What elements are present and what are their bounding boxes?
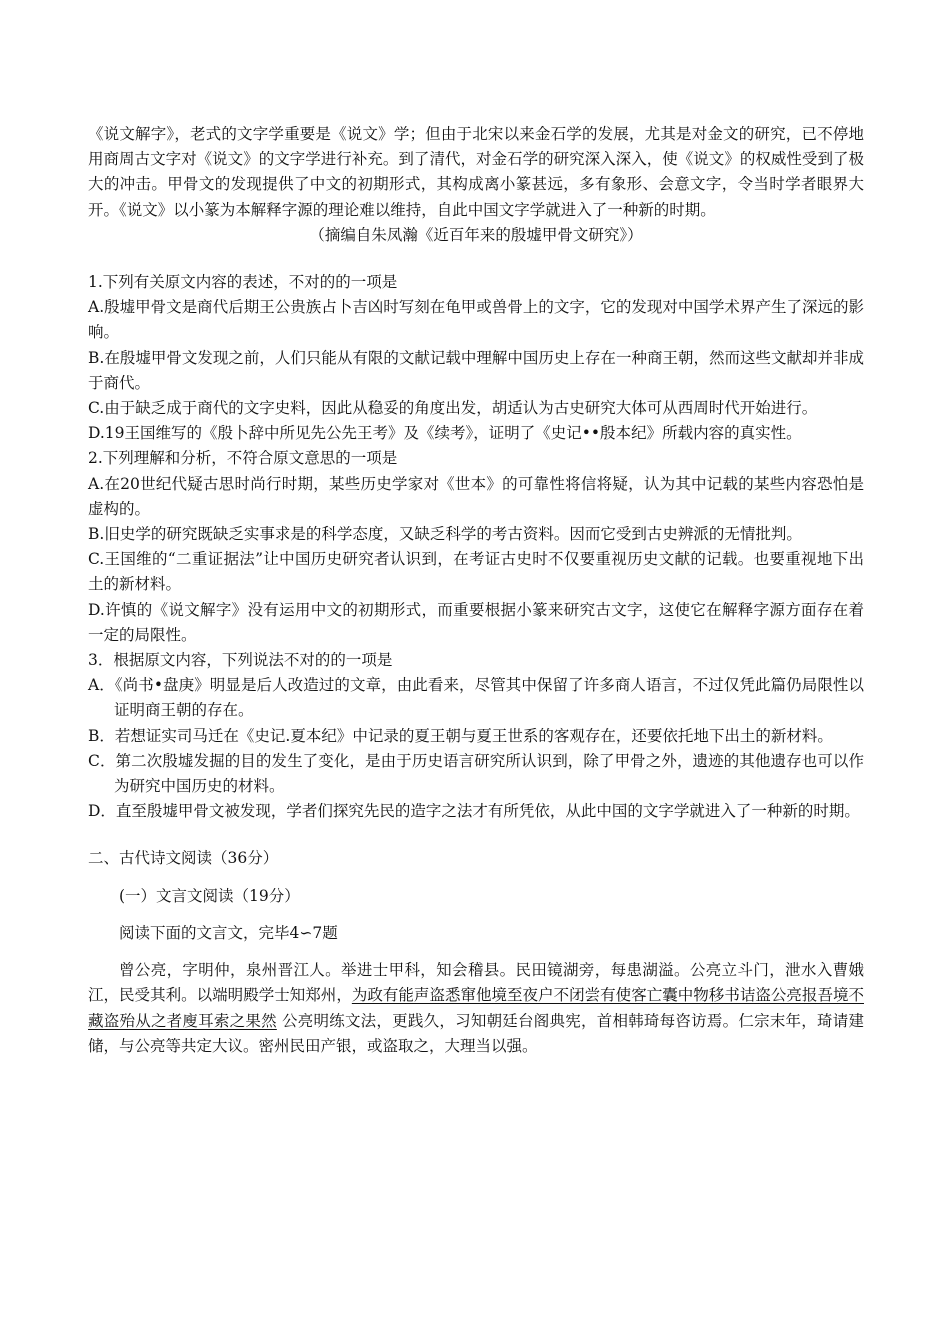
question-2	[88, 446, 864, 648]
classical-passage	[88, 958, 864, 1059]
passage-text: 曾公亮，字明仲，泉州晋江人。举进士甲科，知会稽县。民田镜湖旁，每患湖溢。公亮立斗门，泄水入曹娥江，民受其利。以端明殿学士知郑州，	[88, 961, 864, 1005]
intro-paragraph: 《说文解字》，老式的文字学重要是《说文》学；但由于北宋以来金石学的发展，尤其是对金文的研究，已不停地用商周古文字对《说文》的文字学进行补充。到了清代，对金石学的研究深入深入，使《说文》的权威性受到了极大的冲击。甲骨文的发现提供了中文的初期形式，其构成离小篆甚远，多有象形、会意文字，令当时学者眼界大开。《说文》以小篆为本解释字源的理论难以维持，自此中国文字学就进入了一种新的时期。	[88, 125, 864, 219]
option-d: D．直至殷墟甲骨文被发现，学者们探究先民的造字之法才有所凭依，从此中国的文字学就进入了一种新的时期。	[88, 802, 860, 821]
question-stem: 3．根据原文内容，下列说法不对的的一项是	[88, 651, 393, 670]
option-c: C.由于缺乏成于商代的文字史料，因此从稳妥的角度出发，胡适认为古史研究大体可从西周时代开始进行。	[88, 399, 818, 418]
option-c: C．第二次殷墟发掘的目的发生了变化，是由于历史语言研究所认识到，除了甲骨之外，遗迹的其他遗存也可以作为研究中国历史的材料。	[88, 751, 864, 796]
option-b: B.在殷墟甲骨文发现之前，人们只能从有限的文献记载中理解中国历史上存在一种商王朝，然而这些文献却并非成于商代。	[88, 348, 864, 392]
option-b: B.旧史学的研究既缺乏实事求是的科学态度，又缺乏科学的考古资料。因而它受到古史辨派的无情批判。	[88, 525, 802, 544]
spacer	[88, 872, 864, 884]
spacer	[88, 824, 864, 846]
option-a: A.在20世纪代疑古思时尚行时期，某些历史学家对《世本》的可靠性将信将疑，认为其中记载的某些内容恐怕是虚构的。	[88, 474, 864, 518]
option-a: A．《尚书•盘庚》明显是后人改造过的文章，由此看来，尽管其中保留了许多商人语言，不过仅凭此篇仍局限性以证明商王朝的存在。	[88, 676, 864, 720]
subsection-heading: (一）文言文阅读（19分）	[119, 886, 300, 905]
option-a: A.殷墟甲骨文是商代后期王公贵族占卜吉凶时写刻在龟甲或兽骨上的文字，它的发现对中国学术界产生了深远的影响。	[88, 298, 864, 342]
spacer	[88, 248, 864, 270]
question-stem: 2.下列理解和分析，不符合原文意思的一项是	[88, 449, 398, 468]
option-c: C.王国维的“二重证据法”让中国历史研究者认识到，在考证古史时不仅要重视历史文献的记载。也要重视地下出土的新材料。	[88, 550, 864, 594]
question-stem: 1.下列有关原文内容的表述，不对的的一项是	[88, 273, 398, 292]
option-d: D.许慎的《说文解字》没有运用中文的初期形式，而重要根据小篆来研究古文字，这使它在解释字源方面存在着一定的局限性。	[88, 600, 864, 644]
option-b: B．若想证实司马迁在《史记.夏本纪》中记录的夏王朝与夏王世系的客观存在，还要依托地下出土的新材料。	[88, 726, 833, 745]
instruction: 阅读下面的文言文，完毕4∽7题	[119, 923, 338, 942]
passage-text: 公亮明练文法，更践久，习知朝廷台阁典宪，首相韩琦每咨访焉。仁宗末年，琦请建储，与公亮等共定大议。密州民田产银，或盗取之，大理当以强。	[88, 1011, 864, 1055]
underlined-passage: 为政有能声盗悉窜他境至夜户不闭尝有使客亡囊中物移书诘盗公亮报吾境不藏盗殆从之者廋耳索之果然	[88, 986, 864, 1030]
document-page	[88, 122, 864, 1059]
section-heading: 二、古代诗文阅读（36分）	[88, 849, 279, 868]
question-1	[88, 270, 864, 446]
option-d: D.19王国维写的《殷卜辞中所见先公先王考》及《续考》，证明了《史记••殷本纪》所载内容的真实性。	[88, 424, 802, 443]
spacer	[88, 946, 864, 958]
spacer	[88, 909, 864, 921]
question-3	[88, 648, 864, 824]
source-citation: （摘编自朱凤瀚《近百年来的殷墟甲骨文研究》）	[309, 225, 643, 244]
